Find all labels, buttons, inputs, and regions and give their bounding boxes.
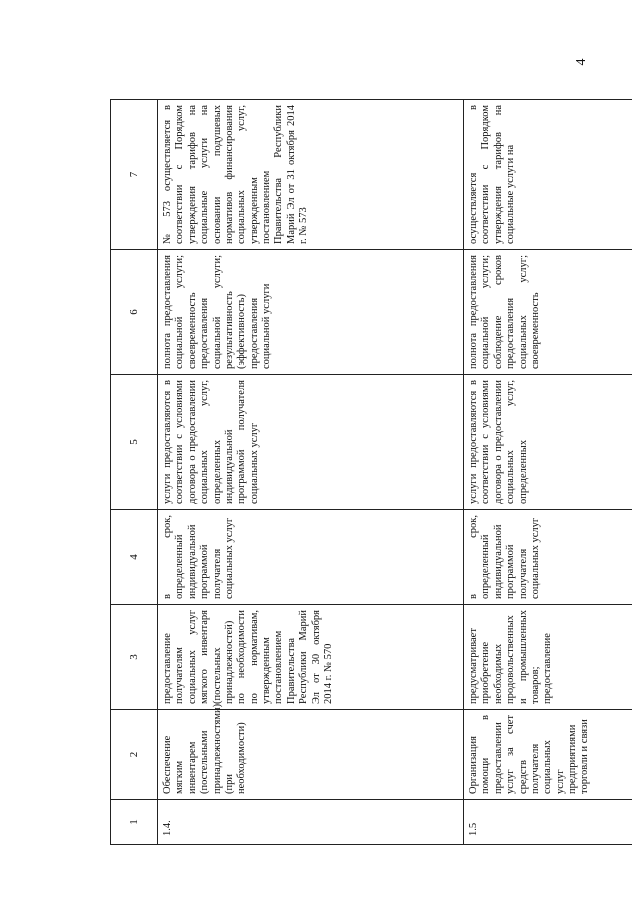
row-number: 1.4. [158,800,464,845]
header-col-5: 5 [111,375,158,510]
page-number: 4 [574,58,589,66]
rotated-table-wrapper [110,100,630,845]
service-conditions: услуги предоставляются в соответствии с условиями договора о предоставлении социальных услуг, определенных индивидуальной программой получателя социальных услуг [158,375,464,510]
service-conditions: услуги предоставляются в соответствии с условиями договора о предоставлении социальных услуг, определенных [464,375,633,510]
table-row [158,100,464,845]
service-name: Организация помощи в предоставлении услуг за счет средств получателя социальных услуг предприятиями торговли и связи [464,710,633,800]
tariff-basis: осуществляется в соответствии с Порядком утверждения тарифов на социальные услуги на [464,100,633,250]
service-term: в срок, определенный индивидуальной программой получателя социальных услуг [464,510,633,605]
header-col-1: 1 [111,800,158,845]
row-number: 1.5 [464,800,633,845]
tariff-basis: № 573 осуществляется в соответствии с Порядком утверждения тарифов на социальные услуги на основании подушевых нормативов финансирования социальных услуг, утвержденным постановлением Правительства Республики Марий Эл от 31 октября 2014 г. № 573 [158,100,464,250]
header-col-2: 2 [111,710,158,800]
service-description: предусматривает приобретение необходимых продовольственных и промышленных товаров; предоставление [464,605,633,710]
header-col-4: 4 [111,510,158,605]
quality-indicators: полнота предоставления социальной услуги; своевременность предоставления социальной услуги; результативность (эффективность) предоставления социальной услуги [158,250,464,375]
service-term: в срок, определенный индивидуальной программой получателя социальных услуг [158,510,464,605]
quality-indicators: полнота предоставления социальной услуги; соблюдение сроков предоставления социальных услуг; своевременность [464,250,633,375]
table-row [464,100,633,845]
header-col-7: 7 [111,100,158,250]
service-name: Обеспечение мягким инвентарем (постельными принадлежностями) (при необходимости) [158,710,464,800]
header-col-3: 3 [111,605,158,710]
header-row [111,100,158,845]
services-table [110,99,632,845]
header-col-6: 6 [111,250,158,375]
service-description: предоставление получателям социальных услуг мягкого инвентаря (постельных принадлежностей) по необходимости по нормативам, утвержденным постановлением Правительства Республики Марий Эл от 30 октября 2014 г. № 570 [158,605,464,710]
